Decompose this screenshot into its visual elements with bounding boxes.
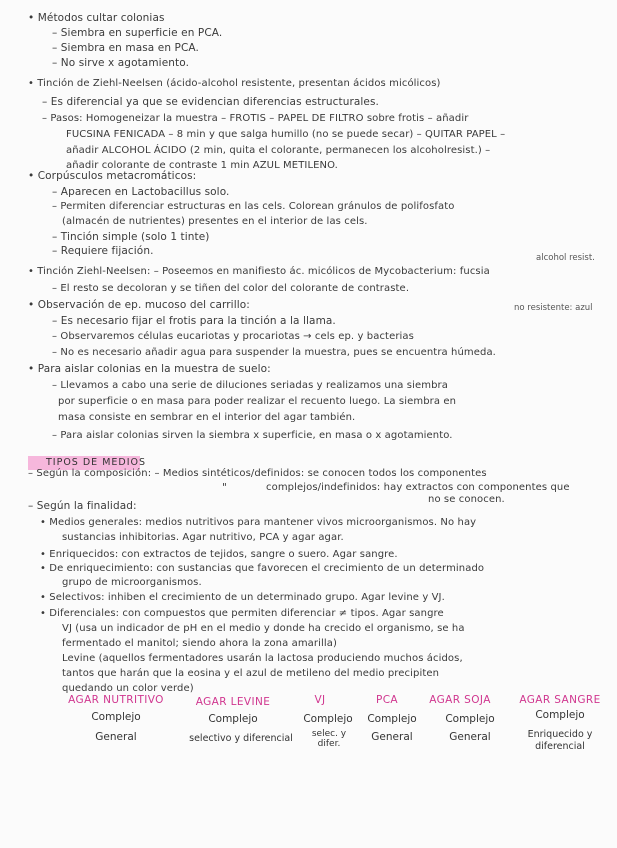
note-line: tantos que harán que la eosina y el azul de metileno del medio precipiten [62, 668, 440, 679]
methods-heading: • Métodos cultar colonias [28, 12, 165, 24]
note-line: añadir colorante de contraste 1 min AZUL METILENO. [66, 160, 338, 171]
ditto-mark: " [222, 482, 227, 494]
note-line: VJ (usa un indicador de pH en el medio y donde ha crecido el organismo, se ha [62, 623, 465, 634]
media-composition: Complejo [208, 713, 258, 725]
media-composition: Complejo [367, 713, 417, 725]
media-purpose: selec. y difer. [311, 729, 347, 749]
media-purpose: Enriquecido y diferencial [527, 729, 593, 752]
media-header: VJ [314, 694, 326, 706]
corpuscles-heading: • Corpúsculos metacromáticos: [28, 170, 197, 182]
note-line: • Diferenciales: con compuestos que permiten diferenciar ≠ tipos. Agar sangre [40, 608, 444, 619]
note-line: – Para aislar colonias sirven la siembra x superficie, en masa o x agotamiento. [52, 430, 453, 441]
purpose-line: – Según la finalidad: [28, 500, 137, 512]
media-header: PCA [375, 694, 399, 706]
note-line: añadir ALCOHOL ÁCIDO (2 min, quita el colorante, permanecen los alcoholresist.) – [66, 145, 491, 156]
media-header: AGAR SANGRE [519, 694, 601, 706]
media-header: AGAR SOJA [429, 694, 491, 706]
media-composition: Complejo [445, 713, 495, 725]
note-line: – Requiere fijación. [52, 245, 154, 257]
media-composition: Complejo [303, 713, 353, 725]
note-line: – No sirve x agotamiento. [52, 57, 190, 69]
note-line: – Es necesario fijar el frotis para la tinción a la llama. [52, 315, 336, 327]
note-line: quedando un color verde) [62, 683, 194, 694]
note-line: fermentado el manitol; siendo ahora la zona amarilla) [62, 638, 337, 649]
note-line: – Siembra en superficie en PCA. [52, 27, 223, 39]
media-purpose: General [371, 731, 413, 743]
soil-heading: • Para aislar colonias en la muestra de suelo: [28, 363, 271, 375]
ziehl-heading: • Tinción de Ziehl-Neelsen (ácido-alcohol resistente, presentan ácidos micólicos) [28, 78, 441, 89]
margin-note: no resistente: azul [514, 303, 593, 313]
note-line: • Enriquecidos: con extractos de tejidos, sangre o suero. Agar sangre. [40, 549, 398, 560]
note-line: – Observaremos células eucariotas y procariotas → cels ep. y bacterias [52, 331, 414, 342]
media-purpose: General [449, 731, 491, 743]
composition-complex-cont: no se conocen. [428, 494, 505, 505]
note-line: – Es diferencial ya que se evidencian diferencias estructurales. [42, 96, 379, 108]
note-line: – Siembra en masa en PCA. [52, 42, 199, 54]
note-line: – Pasos: Homogeneizar la muestra – FROTIS – PAPEL DE FILTRO sobre frotis – añadir [42, 113, 469, 124]
media-composition: Complejo [91, 711, 141, 723]
note-line: – Aparecen en Lactobacillus solo. [52, 186, 230, 198]
media-purpose: General [95, 731, 137, 743]
note-line: • Selectivos: inhiben el crecimiento de un determinado grupo. Agar levine y VJ. [40, 592, 445, 603]
note-line: Levine (aquellos fermentadores usarán la lactosa produciendo muchos ácidos, [62, 653, 463, 664]
note-line: grupo de microorganismos. [62, 577, 202, 588]
note-line: – Tinción simple (solo 1 tinte) [52, 231, 210, 243]
media-header: AGAR LEVINE [195, 696, 271, 708]
note-line: • Medios generales: medios nutritivos para mantener vivos microorganismos. No hay [40, 517, 477, 528]
media-composition: Complejo [535, 709, 585, 721]
media-purpose: selectivo y diferencial [189, 733, 293, 744]
composition-complex: complejos/indefinidos: hay extractos con componentes que [266, 482, 570, 493]
mucosa-heading: • Observación de ep. mucoso del carrillo: [28, 299, 250, 311]
note-line: por superficie o en masa para poder realizar el recuento luego. La siembra en [58, 396, 457, 407]
composition-line: – Según la composición: – Medios sintéticos/definidos: se conocen todos los componentes [28, 468, 487, 479]
section-heading: TIPOS DE MEDIOS [46, 457, 147, 468]
note-line: – El resto se decoloran y se tiñen del color del colorante de contraste. [52, 283, 410, 294]
note-line: – Llevamos a cabo una serie de diluciones seriadas y realizamos una siembra [52, 380, 448, 391]
note-line: masa consiste en sembrar en el interior del agar también. [58, 412, 356, 423]
ziehl-result-line: • Tinción Ziehl-Neelsen: – Poseemos en manifiesto ác. micólicos de Mycobacterium: fucsia [28, 266, 490, 277]
note-line: (almacén de nutrientes) presentes en el interior de las cels. [62, 216, 368, 227]
note-line: FUCSINA FENICADA – 8 min y que salga humillo (no se puede secar) – QUITAR PAPEL – [66, 129, 506, 140]
note-line: – No es necesario añadir agua para suspender la muestra, pues se encuentra húmeda. [52, 347, 496, 358]
note-line: – Permiten diferenciar estructuras en las cels. Colorean gránulos de polifosfato [52, 201, 455, 212]
margin-note: alcohol resist. [536, 253, 595, 263]
note-line: • De enriquecimiento: con sustancias que favorecen el crecimiento de un determinado [40, 563, 485, 574]
media-header: AGAR NUTRITIVO [68, 694, 164, 706]
note-line: sustancias inhibitorias. Agar nutritivo, PCA y agar agar. [62, 532, 344, 543]
